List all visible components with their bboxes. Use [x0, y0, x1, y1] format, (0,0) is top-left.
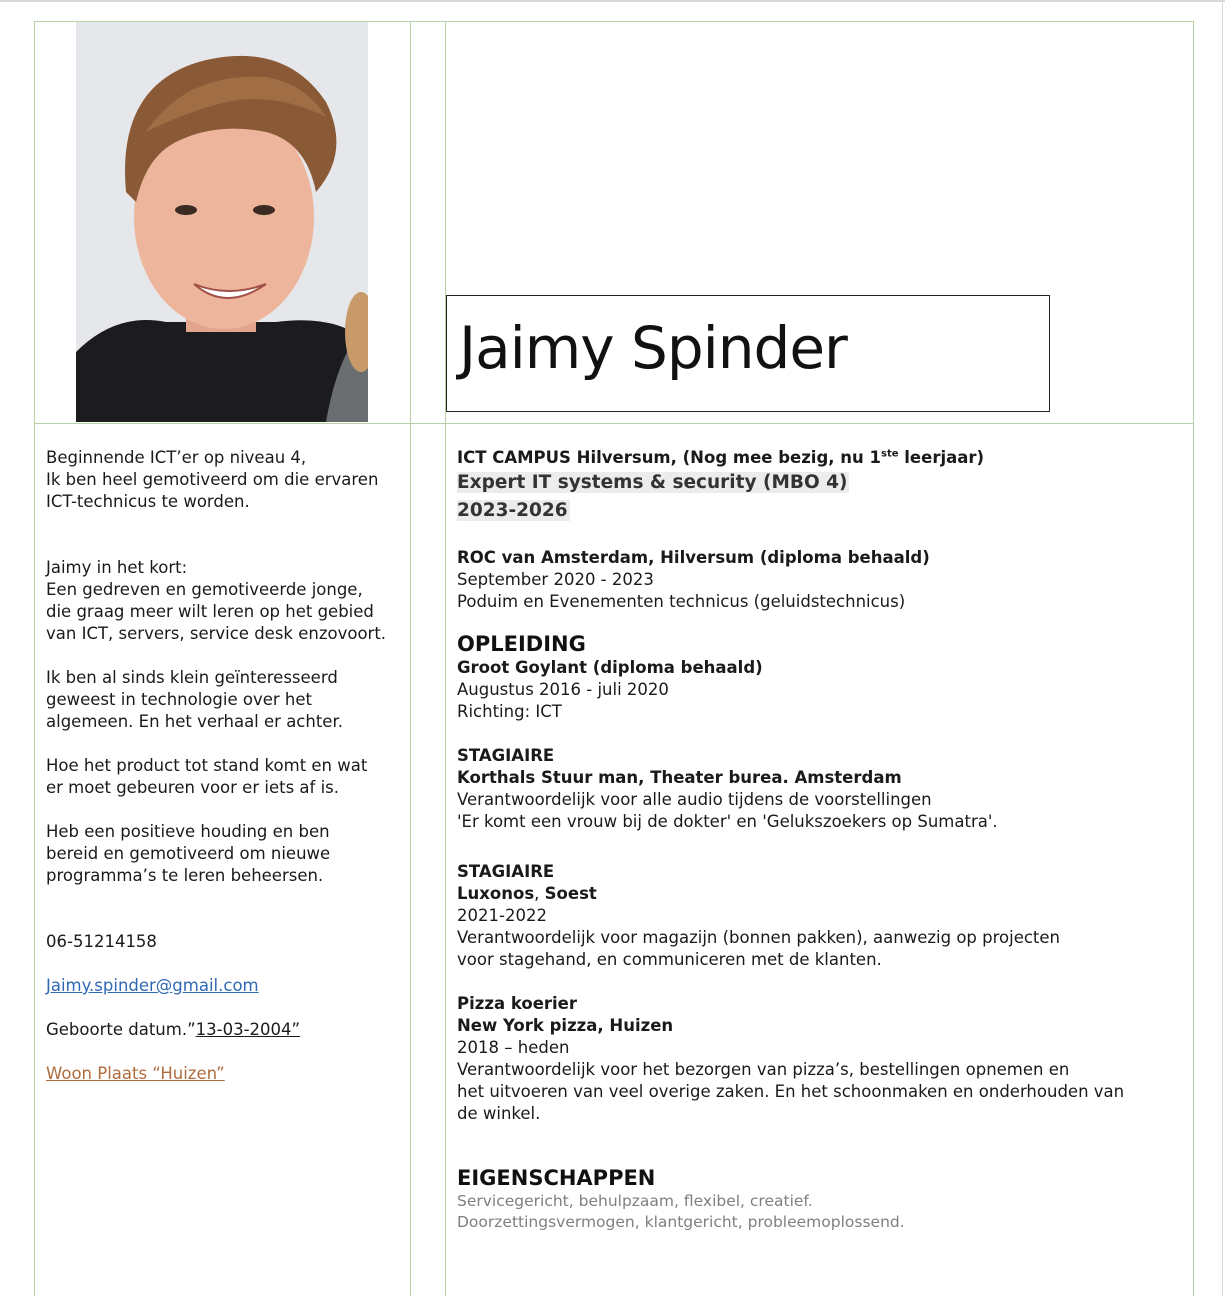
stage2-heading: STAGIAIRE	[457, 862, 555, 881]
intro-line: programma’s te leren beheersen.	[46, 866, 324, 885]
current-school-sup: ste	[881, 448, 899, 460]
phone-number: 06-51214158	[46, 932, 157, 951]
page-top-border	[0, 0, 1225, 2]
portrait-illustration	[76, 22, 368, 422]
stage1-heading: STAGIAIRE	[457, 746, 555, 765]
eigenschappen-line: Doorzettingsvermogen, klantgericht, probleemoplossend.	[457, 1213, 905, 1231]
table-border-row	[34, 423, 1194, 424]
intro-line: die graag meer wilt leren op het gebied	[46, 602, 374, 621]
intro-line: algemeen. En het verhaal er achter.	[46, 712, 343, 731]
intro-paragraph-3	[46, 667, 402, 733]
opleiding-direction: Richting: ICT	[457, 702, 562, 721]
stage2-line: Verantwoordelijk voor magazijn (bonnen pakken), aanwezig op projecten	[457, 928, 1061, 947]
intro-line: ICT-technicus te worden.	[46, 492, 250, 511]
intro-paragraph-2	[46, 557, 402, 645]
table-border-left	[34, 21, 35, 1296]
intro-paragraph-5	[46, 821, 402, 887]
current-course: Expert IT systems & security (MBO 4)	[457, 472, 848, 493]
job-company: New York pizza, Huizen	[457, 1016, 674, 1035]
candidate-name: Jaimy Spinder	[459, 314, 847, 382]
intro-paragraph-1	[46, 447, 402, 513]
experience-column	[457, 447, 1179, 1233]
intro-line: Beginnende ICT’er op niveau 4,	[46, 448, 307, 467]
job-line: Verantwoordelijk voor het bezorgen van pizza’s, bestellingen opnemen en	[457, 1060, 1070, 1079]
stage2-line: voor stagehand, en communiceren met de klanten.	[457, 950, 882, 969]
birth-date-value: 13-03-2004”	[195, 1020, 301, 1039]
job-title: Pizza koerier	[457, 994, 578, 1013]
table-border-mid2	[445, 21, 446, 1296]
stage2-company-city: Soest	[544, 884, 597, 903]
roc-course: Poduim en Evenementen technicus (geluidstechnicus)	[457, 592, 906, 611]
stage2-company	[457, 883, 1179, 905]
table-border-right	[1193, 21, 1194, 1296]
intro-line: Jaimy in het kort:	[46, 558, 188, 577]
current-school-text: ICT CAMPUS Hilversum, (Nog mee bezig, nu 1	[457, 448, 882, 467]
intro-line: bereid en gemotiveerd om nieuwe	[46, 844, 331, 863]
intro-line: Heb een positieve houding en ben	[46, 822, 330, 841]
intro-line: van ICT, servers, service desk enzovoort.	[46, 624, 387, 643]
current-school	[457, 447, 1179, 469]
intro-line: er moet gebeuren voor er iets af is.	[46, 778, 339, 797]
intro-line: Hoe het product tot stand komt en wat	[46, 756, 368, 775]
stage2-company-name: Luxonos	[457, 884, 535, 903]
job-line: het uitvoeren van veel overige zaken. En het schoonmaken en onderhouden van	[457, 1082, 1125, 1101]
page-right-border	[1222, 0, 1223, 1296]
opleiding-period: Augustus 2016 - juli 2020	[457, 680, 669, 699]
current-years: 2023-2026	[457, 500, 568, 521]
stage1-line: Verantwoordelijk voor alle audio tijdens de voorstellingen	[457, 790, 932, 809]
intro-paragraph-4	[46, 755, 402, 799]
current-school-text-end: leerjaar)	[898, 448, 985, 467]
intro-line: Een gedreven en gemotiveerde jonge,	[46, 580, 363, 599]
residence-link[interactable]: Woon Plaats “Huizen”	[46, 1064, 225, 1083]
stage2-period: 2021-2022	[457, 906, 547, 925]
intro-line: Ik ben heel gemotiveerd om die ervaren	[46, 470, 379, 489]
stage1-company: Korthals Stuur man, Theater burea. Amsterdam	[457, 768, 902, 787]
intro-column	[46, 447, 402, 1085]
opleiding-school: Groot Goylant (diploma behaald)	[457, 658, 763, 677]
roc-school: ROC van Amsterdam, Hilversum (diploma behaald)	[457, 548, 930, 567]
stage2-company-sep: ,	[534, 884, 545, 903]
eigenschappen-line: Servicegericht, behulpzaam, flexibel, creatief.	[457, 1192, 813, 1210]
intro-line: Ik ben al sinds klein geïnteresseerd	[46, 668, 338, 687]
roc-period: September 2020 - 2023	[457, 570, 654, 589]
intro-line: geweest in technologie over het	[46, 690, 312, 709]
profile-photo	[76, 22, 368, 422]
email-link[interactable]: Jaimy.spinder@gmail.com	[46, 976, 259, 995]
stage1-line: 'Er komt een vrouw bij de dokter' en 'Gelukszoekers op Sumatra'.	[457, 812, 998, 831]
birth-date-line	[46, 1019, 402, 1041]
opleiding-heading: OPLEIDING	[457, 632, 586, 656]
eigenschappen-heading: EIGENSCHAPPEN	[457, 1166, 656, 1190]
job-line: de winkel.	[457, 1104, 541, 1123]
birth-date-label: Geboorte datum.”	[46, 1020, 196, 1039]
name-title-box	[446, 295, 1050, 412]
job-period: 2018 – heden	[457, 1038, 570, 1057]
table-border-mid1	[410, 21, 411, 1296]
